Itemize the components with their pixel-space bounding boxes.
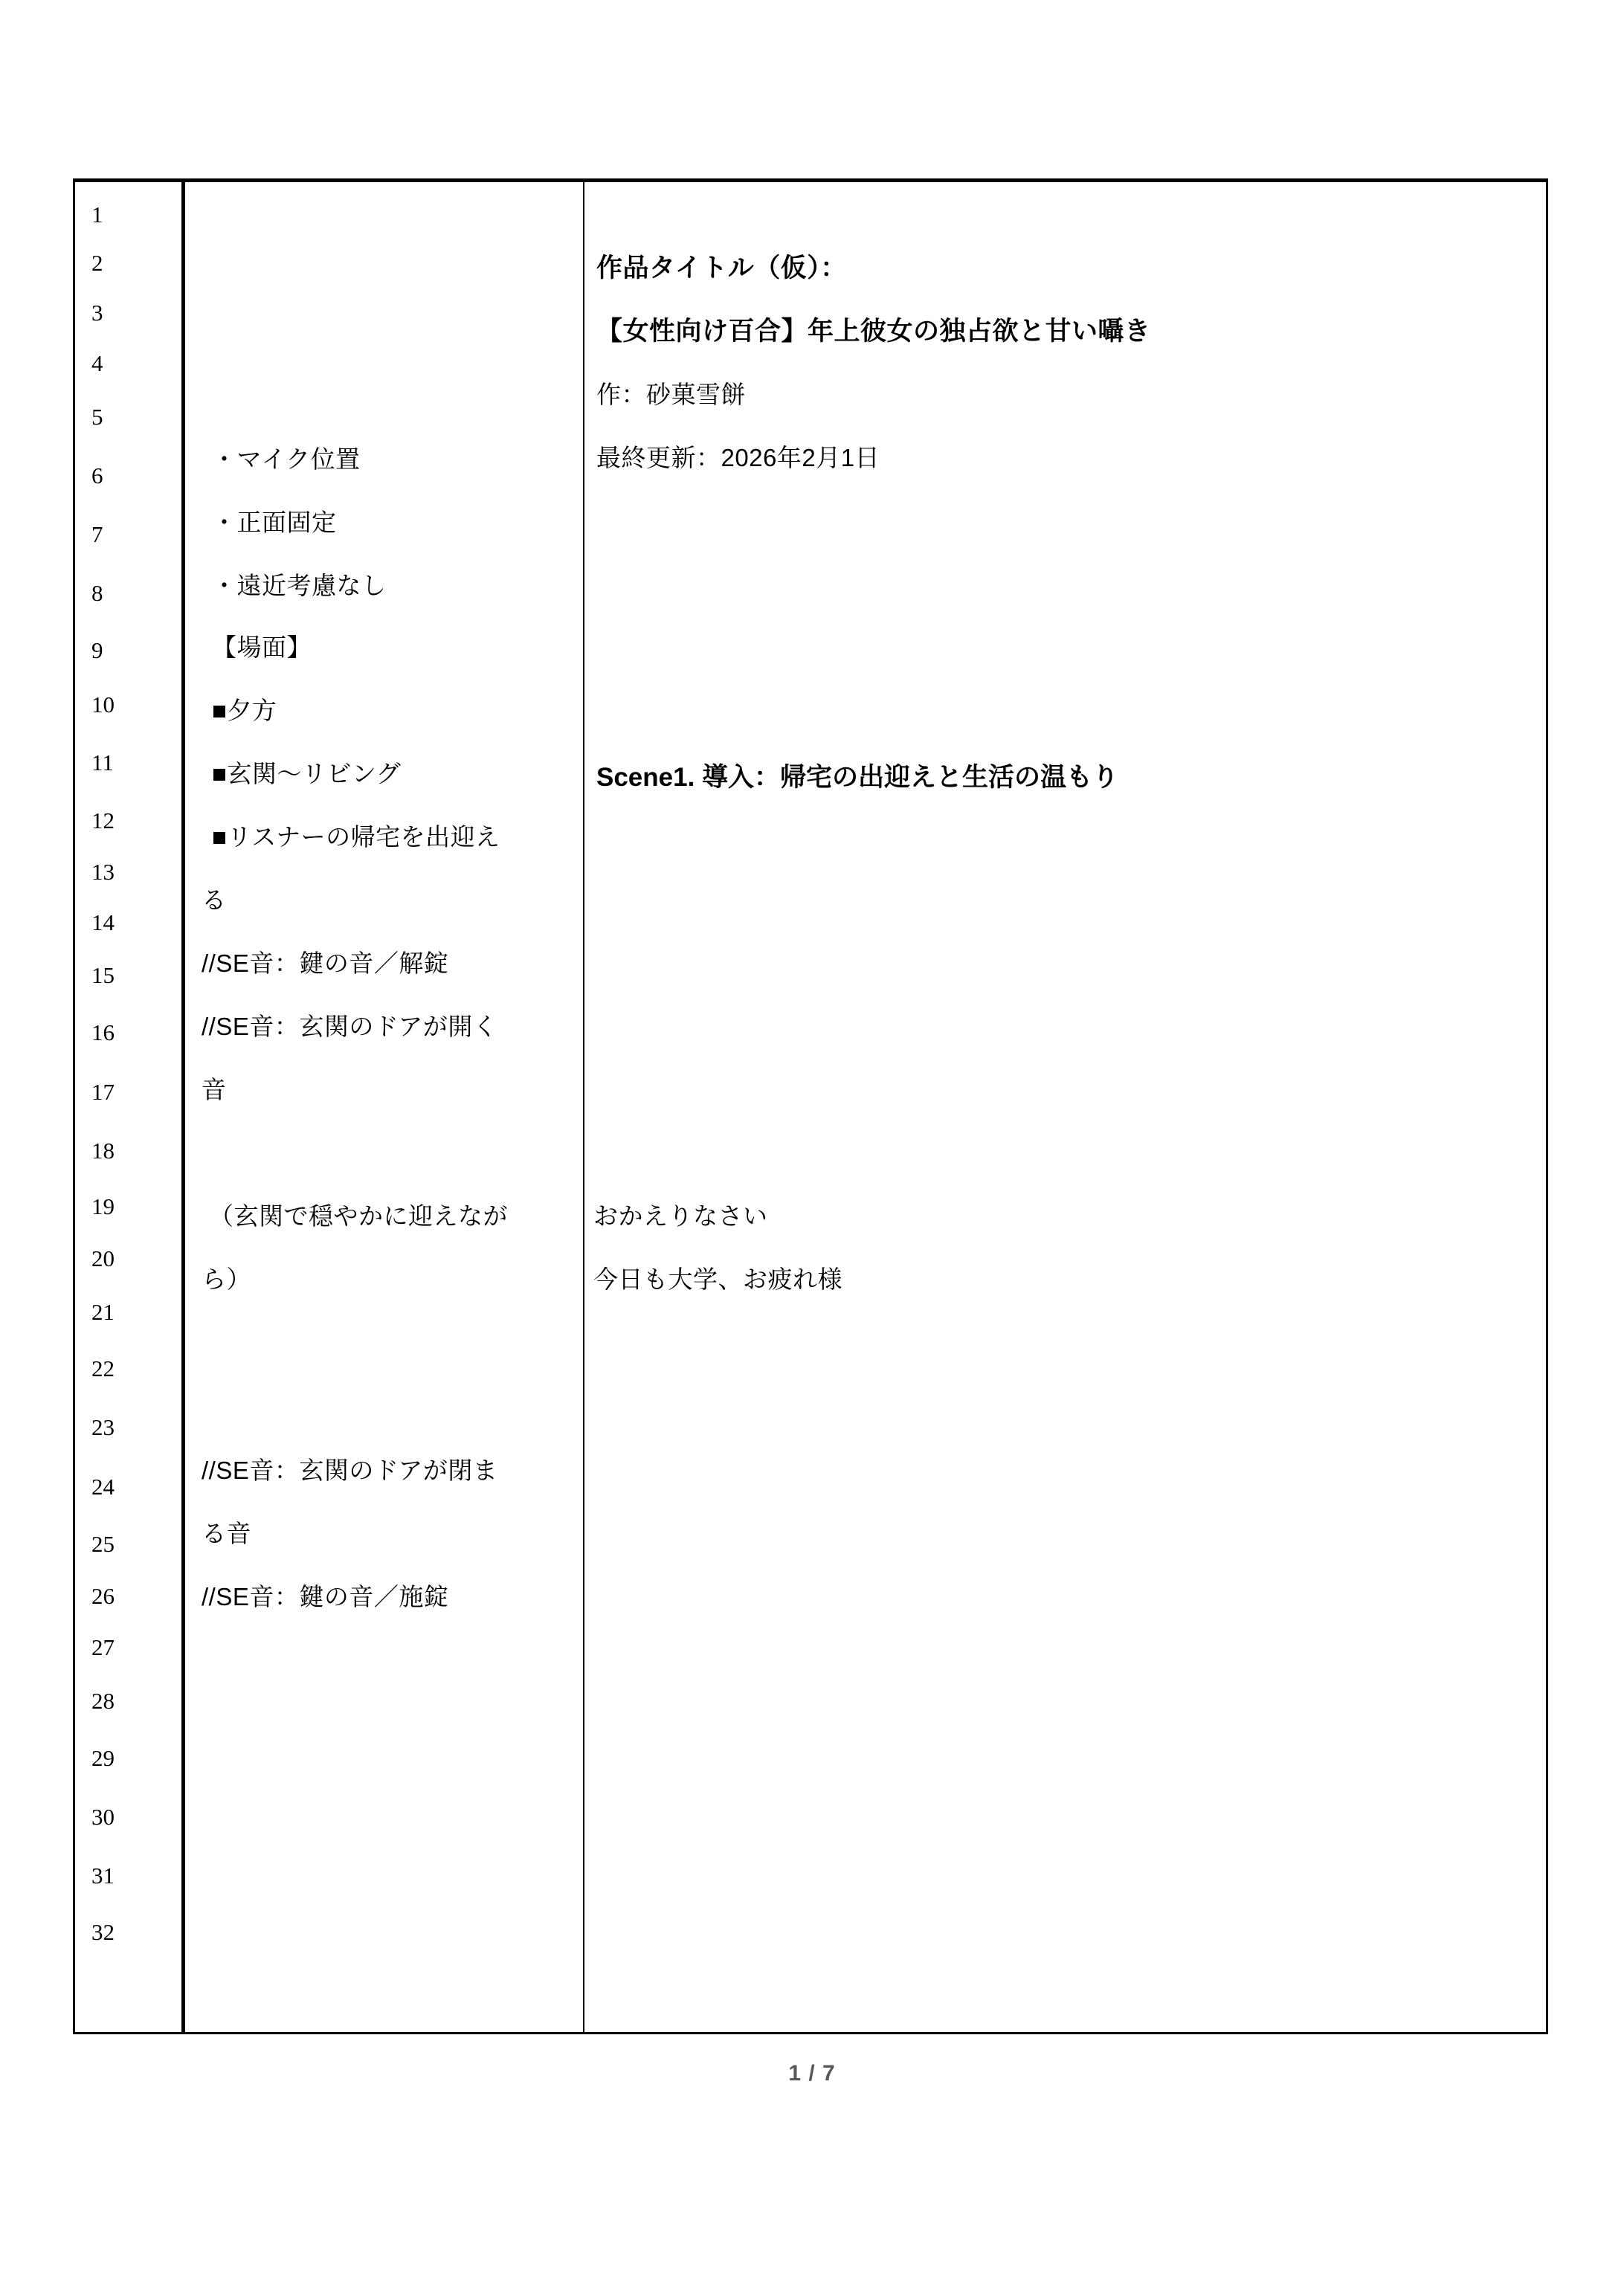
line-number: 31 [91, 1863, 115, 1889]
line-number: 5 [91, 404, 103, 430]
mic-note-line: ・遠近考慮なし [212, 572, 387, 599]
scene-setting-heading: 【場面】 [212, 633, 312, 661]
scene-setting-wrap [202, 868, 577, 932]
line-number: 20 [91, 1245, 115, 1271]
scene-setting-block [212, 616, 577, 868]
author-line: 作：砂菓雪餅 [596, 381, 746, 408]
line-number: 19 [91, 1193, 115, 1219]
line-number: 6 [91, 462, 103, 488]
line-number: 18 [91, 1138, 115, 1164]
line-number: 32 [91, 1919, 115, 1945]
line-number: 9 [91, 637, 103, 663]
line-number: 27 [91, 1634, 115, 1660]
line-number: 13 [91, 859, 115, 885]
line-number: 12 [91, 807, 115, 833]
script-table [73, 178, 1548, 2034]
direction-column [185, 182, 584, 2032]
stage-direction-line-cont: ら） [202, 1265, 251, 1293]
stage-direction-line: （玄関で穏やかに迎えなが [209, 1202, 508, 1230]
mic-note-line: ・マイク位置 [212, 445, 361, 473]
scene-setting-item-cont: る [202, 886, 227, 914]
se-open-block [202, 932, 577, 1121]
line-number: 8 [91, 580, 103, 606]
line-number: 10 [91, 691, 115, 718]
se-cue-line: //SE音：玄関のドアが開く [202, 1013, 498, 1040]
line-number: 26 [91, 1583, 115, 1609]
line-number: 15 [91, 962, 115, 988]
line-number: 7 [91, 521, 103, 547]
stage-direction-wrap [202, 1248, 577, 1311]
se-cue-line: //SE音：玄関のドアが閉ま [202, 1457, 498, 1484]
dialogue-line: 今日も大学、お疲れ様 [593, 1265, 842, 1293]
last-updated-line: 最終更新：2026年2月1日 [596, 444, 880, 471]
se-cue-line: //SE音：鍵の音／解錠 [202, 949, 449, 977]
mic-notes-block [212, 428, 577, 617]
page-number-footer: 1 / 7 [788, 2061, 836, 2086]
scene-heading-block [596, 746, 1537, 809]
title-block [596, 236, 1537, 489]
line-number: 11 [91, 749, 114, 775]
scene-setting-item: ■玄関〜リビング [212, 760, 402, 787]
line-number: 1 [91, 201, 103, 228]
line-number: 22 [91, 1355, 115, 1381]
work-title-value: 【女性向け百合】年上彼女の独占欲と甘い囁き [596, 317, 1151, 346]
line-number: 16 [91, 1019, 115, 1045]
line-number-column [75, 182, 185, 2032]
line-number: 29 [91, 1745, 115, 1771]
dialogue-column [584, 182, 1546, 2032]
line-number: 30 [91, 1804, 115, 1830]
line-number: 21 [91, 1299, 115, 1325]
mic-note-line: ・正面固定 [212, 509, 337, 536]
line-number: 25 [91, 1531, 115, 1557]
line-number: 2 [91, 250, 103, 276]
se-close-block [202, 1439, 577, 1628]
line-number: 3 [91, 300, 103, 326]
dialogue-block [593, 1184, 1537, 1311]
scene-setting-item: ■夕方 [212, 697, 277, 724]
se-cue-line: //SE音：鍵の音／施錠 [202, 1583, 449, 1610]
work-title-label: 作品タイトル（仮）： [596, 254, 847, 283]
dialogue-line: おかえりなさい [593, 1202, 768, 1230]
se-cue-line-cont: る音 [202, 1520, 251, 1547]
scene-setting-item: ■リスナーの帰宅を出迎え [212, 823, 500, 851]
stage-direction-block [209, 1184, 577, 1248]
line-number: 14 [91, 909, 115, 935]
line-number: 28 [91, 1688, 115, 1714]
line-number: 23 [91, 1414, 115, 1440]
scene-heading: Scene1. 導入：帰宅の出迎えと生活の温もり [596, 763, 1119, 792]
se-cue-line-cont: 音 [202, 1076, 227, 1103]
line-number: 24 [91, 1474, 115, 1500]
line-number: 4 [91, 350, 103, 376]
line-number: 17 [91, 1079, 115, 1105]
